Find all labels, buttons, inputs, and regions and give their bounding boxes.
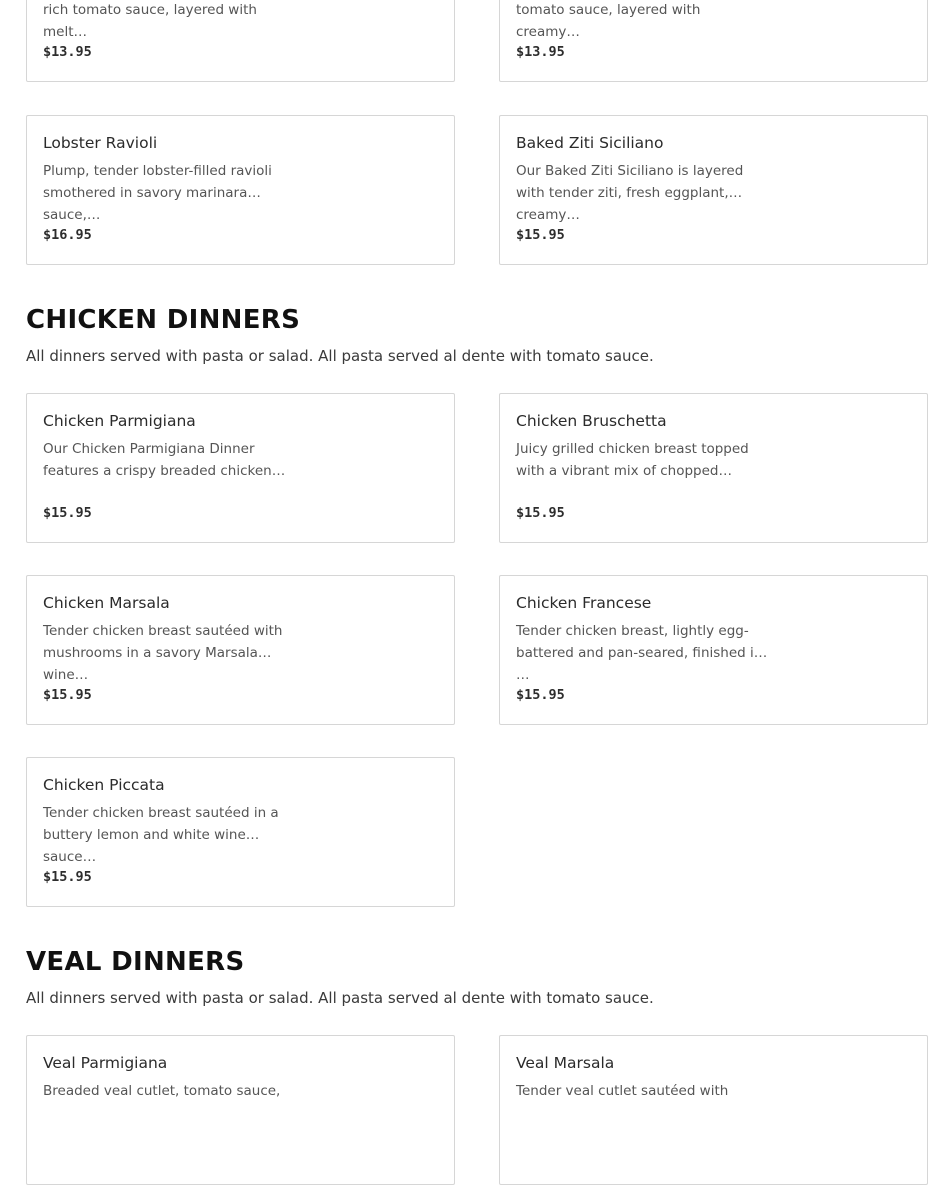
menu-item-description: tomato sauce, layered with creamy…	[516, 2, 701, 40]
menu-item-price: $13.95	[516, 44, 565, 60]
section-note-veal: All dinners served with pasta or salad. All pasta served al dente with tomato sauce.	[26, 989, 654, 1007]
menu-item-price: $15.95	[516, 687, 565, 703]
menu-item-description: Breaded veal cutlet, tomato sauce,	[43, 1083, 281, 1099]
menu-item-price: $15.95	[516, 505, 565, 521]
menu-item-card[interactable]	[499, 575, 928, 725]
menu-item-description: Tender chicken breast, lightly egg-battered and pan-seared, finished in …	[516, 623, 763, 683]
menu-item-description: Our Baked Ziti Siciliano is layered with tender ziti, fresh eggplant, creamy…	[516, 163, 744, 223]
menu-item-name: Veal Marsala	[516, 1054, 615, 1072]
menu-item-price: $15.95	[43, 869, 92, 885]
menu-item-name: Chicken Piccata	[43, 776, 165, 794]
menu-item-description: Plump, tender lobster-filled ravioli smothered in savory marinara sauce,…	[43, 163, 272, 223]
menu-item-description: Tender chicken breast sautéed with mushrooms in a savory Marsala wine…	[43, 623, 283, 683]
section-title-chicken: CHICKEN DINNERS	[26, 305, 301, 335]
menu-item-card[interactable]	[26, 393, 455, 543]
menu-item-price: $15.95	[516, 227, 565, 243]
menu-item-name: Chicken Francese	[516, 594, 652, 612]
menu-item-name: Lobster Ravioli	[43, 134, 158, 152]
menu-item-card[interactable]	[26, 115, 455, 265]
menu-item-description: Our Chicken Parmigiana Dinner features a crispy breaded chicken…	[43, 441, 286, 479]
menu-item-name: Chicken Marsala	[43, 594, 170, 612]
menu-item-card[interactable]	[26, 1035, 455, 1185]
menu-item-card[interactable]	[26, 575, 455, 725]
menu-item-description: Tender veal cutlet sautéed with	[516, 1083, 729, 1099]
menu-item-card[interactable]	[499, 393, 928, 543]
menu-item-card[interactable]	[26, 757, 455, 907]
menu-item-card[interactable]	[499, 115, 928, 265]
menu-item-name: Baked Ziti Siciliano	[516, 134, 664, 152]
menu-item-name: Chicken Parmigiana	[43, 412, 196, 430]
menu-item-card[interactable]	[499, 0, 928, 82]
menu-item-price: $13.95	[43, 44, 92, 60]
menu-item-name: Chicken Bruschetta	[516, 412, 667, 430]
section-title-veal: VEAL DINNERS	[26, 947, 245, 977]
menu-item-card[interactable]	[499, 1035, 928, 1185]
menu-item-price: $15.95	[43, 687, 92, 703]
menu-item-description: Tender chicken breast sautéed in a buttery lemon and white wine sauce…	[43, 805, 279, 865]
section-note-chicken: All dinners served with pasta or salad. All pasta served al dente with tomato sauce.	[26, 347, 654, 365]
menu-item-price: $15.95	[43, 505, 92, 521]
menu-item-card[interactable]	[26, 0, 455, 82]
menu-item-description: rich tomato sauce, layered with melt…	[43, 2, 257, 40]
menu-item-description: Juicy grilled chicken breast topped with a vibrant mix of chopped…	[516, 441, 749, 479]
menu-item-price: $16.95	[43, 227, 92, 243]
menu-item-name: Veal Parmigiana	[43, 1054, 168, 1072]
